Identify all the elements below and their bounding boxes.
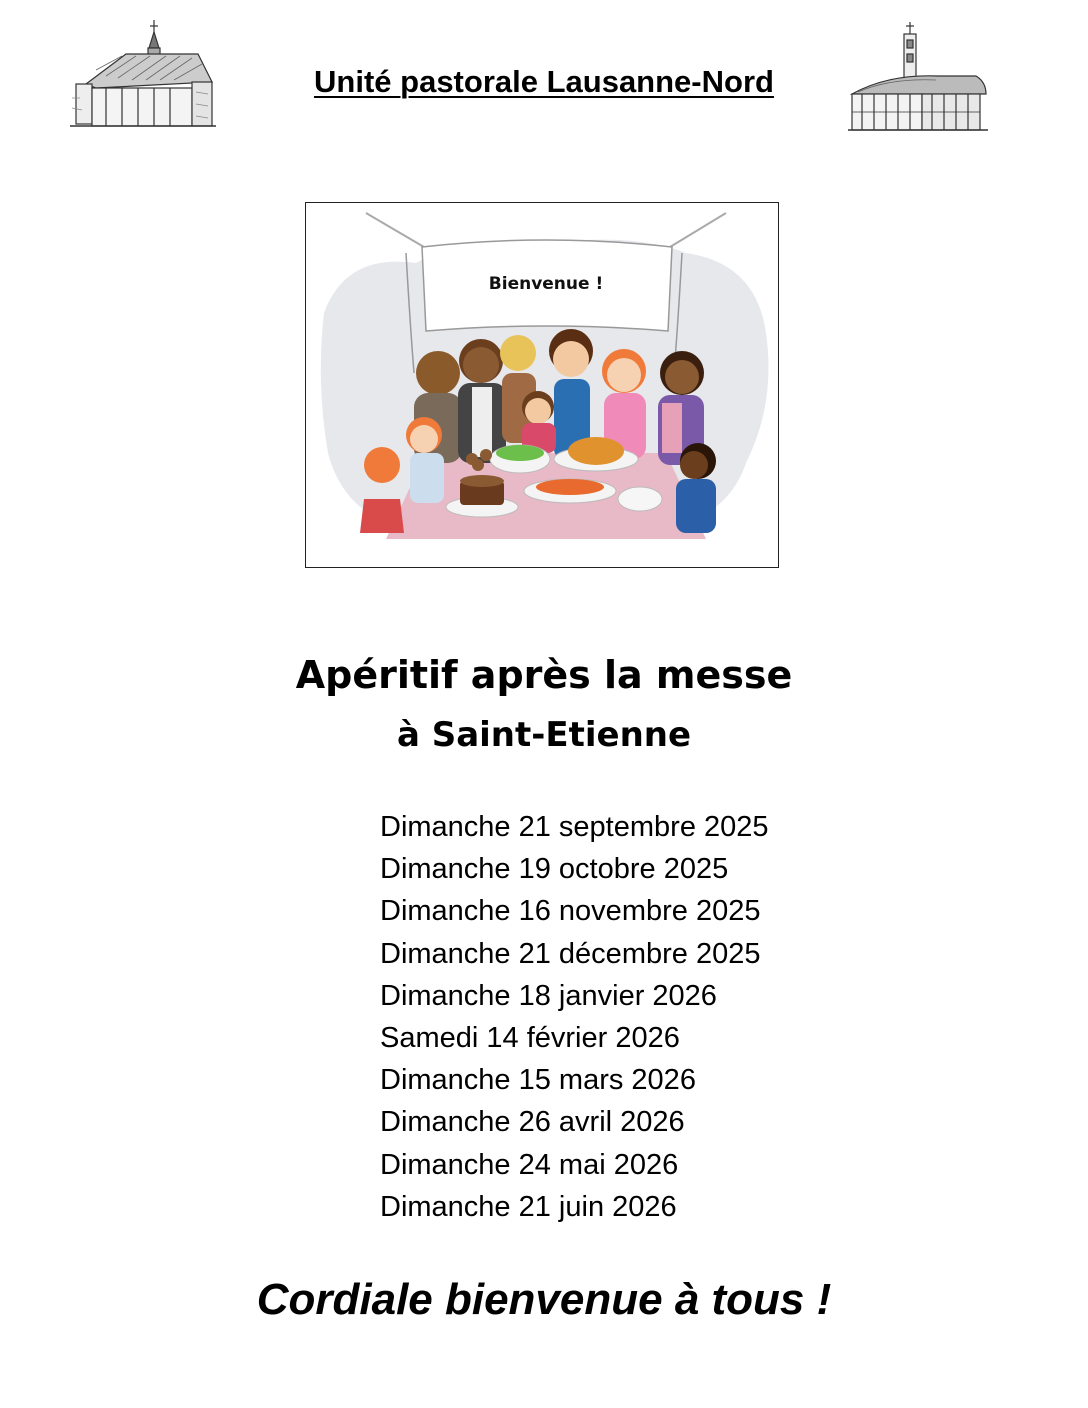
date-item: Dimanche 18 janvier 2026 — [380, 979, 717, 1012]
closing-message: Cordiale bienvenue à tous ! — [256, 1275, 832, 1324]
dates-list — [380, 806, 769, 1228]
date-item: Dimanche 15 mars 2026 — [380, 1064, 696, 1097]
date-item: Dimanche 16 novembre 2025 — [380, 895, 761, 928]
date-item: Dimanche 21 décembre 2025 — [380, 937, 761, 970]
event-location: à Saint-Etienne — [396, 715, 692, 755]
date-item: Dimanche 24 mai 2026 — [380, 1148, 679, 1181]
welcome-banner-text: Bienvenue ! — [488, 274, 604, 294]
event-title: Apéritif après la messe — [295, 653, 793, 697]
date-item: Dimanche 21 juin 2026 — [380, 1190, 677, 1223]
page-header-title: Unité pastorale Lausanne-Nord — [314, 64, 774, 99]
date-item: Dimanche 21 septembre 2025 — [380, 811, 769, 843]
party-table-illustration — [305, 202, 779, 568]
date-item: Dimanche 19 octobre 2025 — [380, 853, 729, 886]
date-item: Dimanche 26 avril 2026 — [380, 1106, 685, 1139]
date-item: Samedi 14 février 2026 — [380, 1022, 680, 1055]
church-sketch-icon — [848, 20, 990, 136]
